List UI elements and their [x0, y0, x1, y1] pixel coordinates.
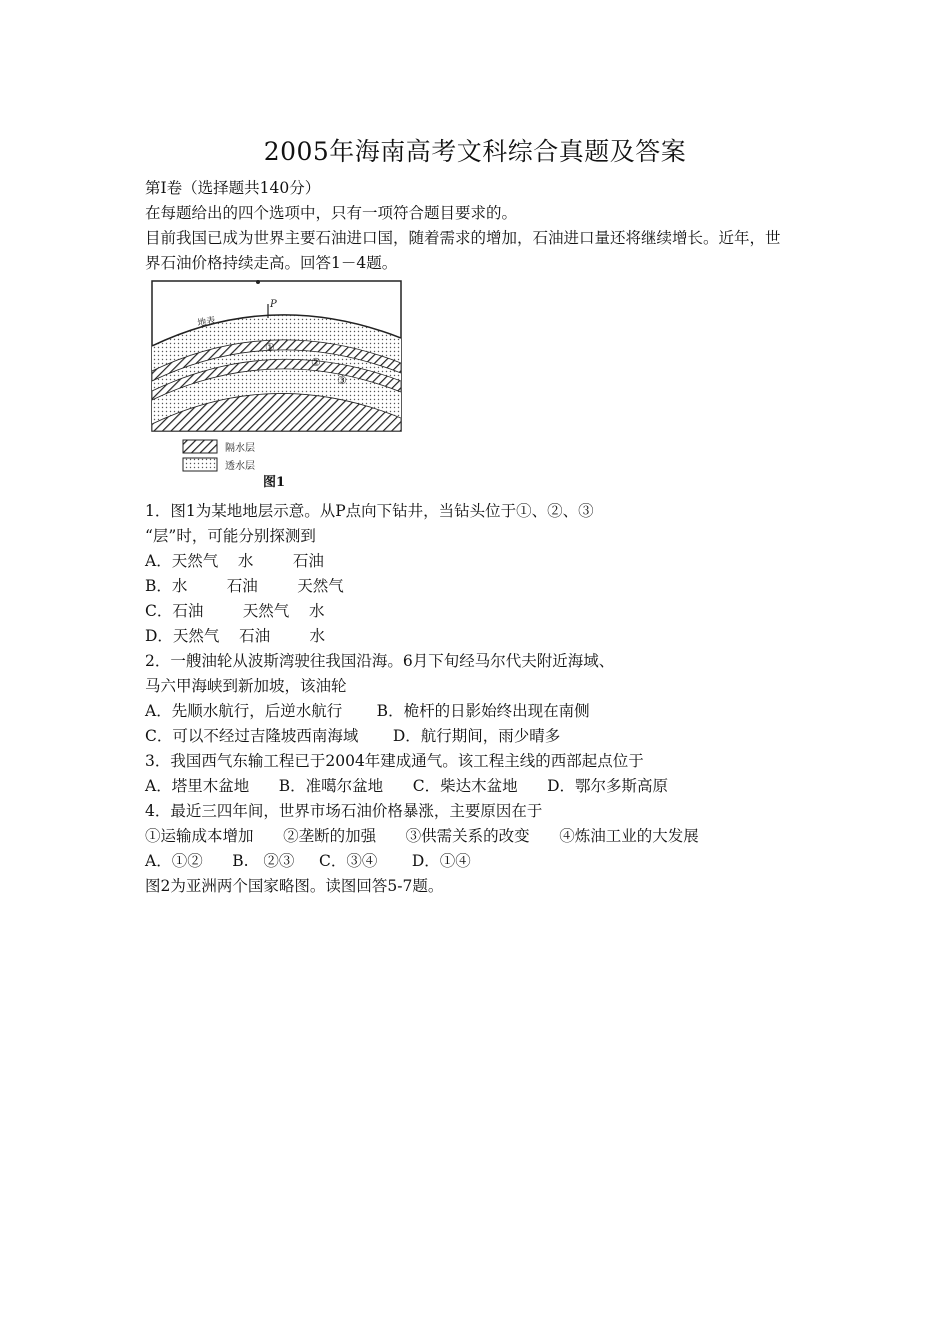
intro-text-1: 目前我国已成为世界主要石油进口国，随着需求的增加，石油进口量还将继续增长。近年，世 — [145, 229, 781, 247]
legend-swatch-permeable — [183, 458, 217, 471]
question-2-options-ab: A．先顺水航行，后逆水航行 B．桅杆的日影始终出现在南侧 — [145, 702, 590, 720]
section-heading: 第Ⅰ卷（选择题共140分） — [145, 179, 321, 197]
layer-label-1: ① — [265, 341, 275, 354]
question-1-stem-b: “层”时，可能分别探测到 — [145, 527, 316, 545]
question-1-option-a: A．天然气 水 石油 — [145, 552, 324, 570]
instruction-text: 在每题给出的四个选项中，只有一项符合题目要求的。 — [145, 204, 518, 222]
point-p-label: P — [270, 299, 277, 310]
question-2-stem-a: 2．一艘油轮从波斯湾驶往我国沿海。6月下旬经马尔代夫附近海域、 — [145, 652, 615, 670]
legend-swatch-impermeable — [183, 440, 217, 453]
question-2-options-cd: C．可以不经过吉隆坡西南海域 D．航行期间，雨少晴多 — [145, 727, 561, 745]
question-4-items: ①运输成本增加 ②垄断的加强 ③供需关系的改变 ④炼油工业的大发展 — [145, 827, 699, 845]
layer-label-2: ② — [311, 356, 321, 369]
question-4-stem: 4．最近三四年间，世界市场石油价格暴涨，主要原因在于 — [145, 802, 543, 820]
layer-label-3: ③ — [337, 374, 347, 387]
question-1-option-d: D．天然气 石油 水 — [145, 627, 326, 645]
question-1-stem-a: 1．图1为某地地层示意。从P点向下钻井，当钻头位于①、②、③ — [145, 502, 594, 520]
question-4-options: A．①② B. ②③ C．③④ D．①④ — [145, 852, 471, 870]
surface-label: 地表 — [196, 315, 217, 329]
question-1-option-b: B．水 石油 天然气 — [145, 577, 344, 595]
question-2-stem-b: 马六甲海峡到新加坡，该油轮 — [145, 677, 347, 695]
question-5-intro: 图2为亚洲两个国家略图。读图回答5-7题。 — [145, 877, 444, 895]
intro-text-2: 界石油价格持续走高。回答1－4题。 — [145, 254, 398, 272]
question-3-options: A．塔里木盆地 B．准噶尔盆地 C．柴达木盆地 D．鄂尔多斯高原 — [145, 777, 669, 795]
figure-1-strata-diagram — [145, 278, 405, 490]
page-title: 2005年海南高考文科综合真题及答案 — [263, 137, 687, 166]
legend-label-impermeable: 隔水层 — [225, 443, 255, 454]
figure-caption: 图1 — [263, 475, 286, 490]
legend-label-permeable: 透水层 — [225, 461, 255, 472]
question-1-option-c: C．石油 天然气 水 — [145, 602, 325, 620]
question-3-stem: 3．我国西气东输工程已于2004年建成通气。该工程主线的西部起点位于 — [145, 752, 644, 770]
